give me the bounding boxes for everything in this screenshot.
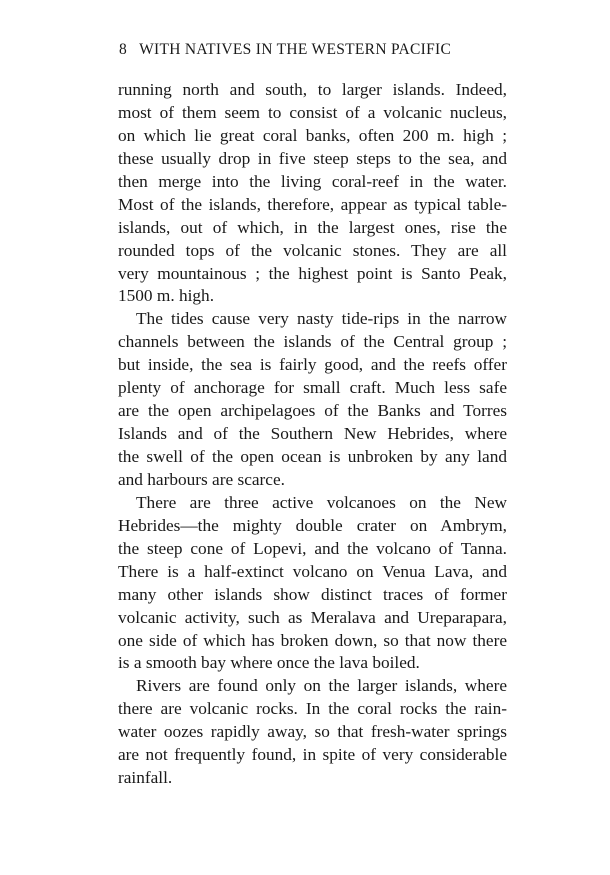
text-line: 1500 m. high. <box>118 286 215 306</box>
page-number: 8 <box>119 41 128 58</box>
text-line: Hebrides—the mighty double crater on Ambrym, <box>118 515 507 535</box>
text-line: most of them seem to consist of a volcanic nucleus, <box>118 102 507 122</box>
text-line: are the open archipelagoes of the Banks and Torres <box>118 401 507 421</box>
text-line: is a smooth bay where once the lava boiled. <box>118 653 420 673</box>
running-header <box>119 41 506 59</box>
text-line: Islands and of the Southern New Hebrides, where <box>118 424 507 444</box>
text-line: There are three active volcanoes on the New <box>136 492 507 512</box>
text-line: The tides cause very nasty tide-rips in the narrow <box>136 309 507 329</box>
text-line: these usually drop in five steep steps to the sea, and <box>118 148 507 168</box>
text-line: there are volcanic rocks. In the coral rocks the rain- <box>118 699 507 719</box>
text-line: one side of which has broken down, so that now there <box>118 630 507 650</box>
text-line: water oozes rapidly away, so that fresh-water springs <box>118 722 507 742</box>
body-text <box>118 79 507 790</box>
text-line: rounded tops of the volcanic stones. They are all <box>118 240 507 260</box>
text-line: very mountainous ; the highest point is Santo Peak, <box>118 263 507 283</box>
text-line: on which lie great coral banks, often 200 m. high ; <box>118 125 507 145</box>
text-line: islands, out of which, in the largest ones, rise the <box>118 217 507 237</box>
running-title: WITH NATIVES IN THE WESTERN PACIFIC <box>139 41 452 58</box>
text-line: many other islands show distinct traces of former <box>118 584 507 604</box>
text-line: the steep cone of Lopevi, and the volcano of Tanna. <box>118 538 507 558</box>
text-line: rainfall. <box>118 768 173 788</box>
text-line: then merge into the living coral-reef in the water. <box>118 171 507 191</box>
text-line: There is a half-extinct volcano on Venua Lava, and <box>118 561 507 581</box>
text-line: channels between the islands of the Central group ; <box>118 332 507 352</box>
text-line: are not frequently found, in spite of very considerable <box>118 745 507 765</box>
text-line: Rivers are found only on the larger islands, where <box>136 676 507 696</box>
text-line: but inside, the sea is fairly good, and the reefs offer <box>118 355 507 375</box>
text-line: and harbours are scarce. <box>118 469 285 489</box>
text-line: plenty of anchorage for small craft. Much less safe <box>118 378 507 398</box>
text-line: the swell of the open ocean is unbroken by any land <box>118 447 507 466</box>
text-line: Most of the islands, therefore, appear as typical table- <box>118 194 507 214</box>
text-line: volcanic activity, such as Meralava and Ureparapara, <box>118 607 507 627</box>
text-line: running north and south, to larger islands. Indeed, <box>118 80 507 99</box>
